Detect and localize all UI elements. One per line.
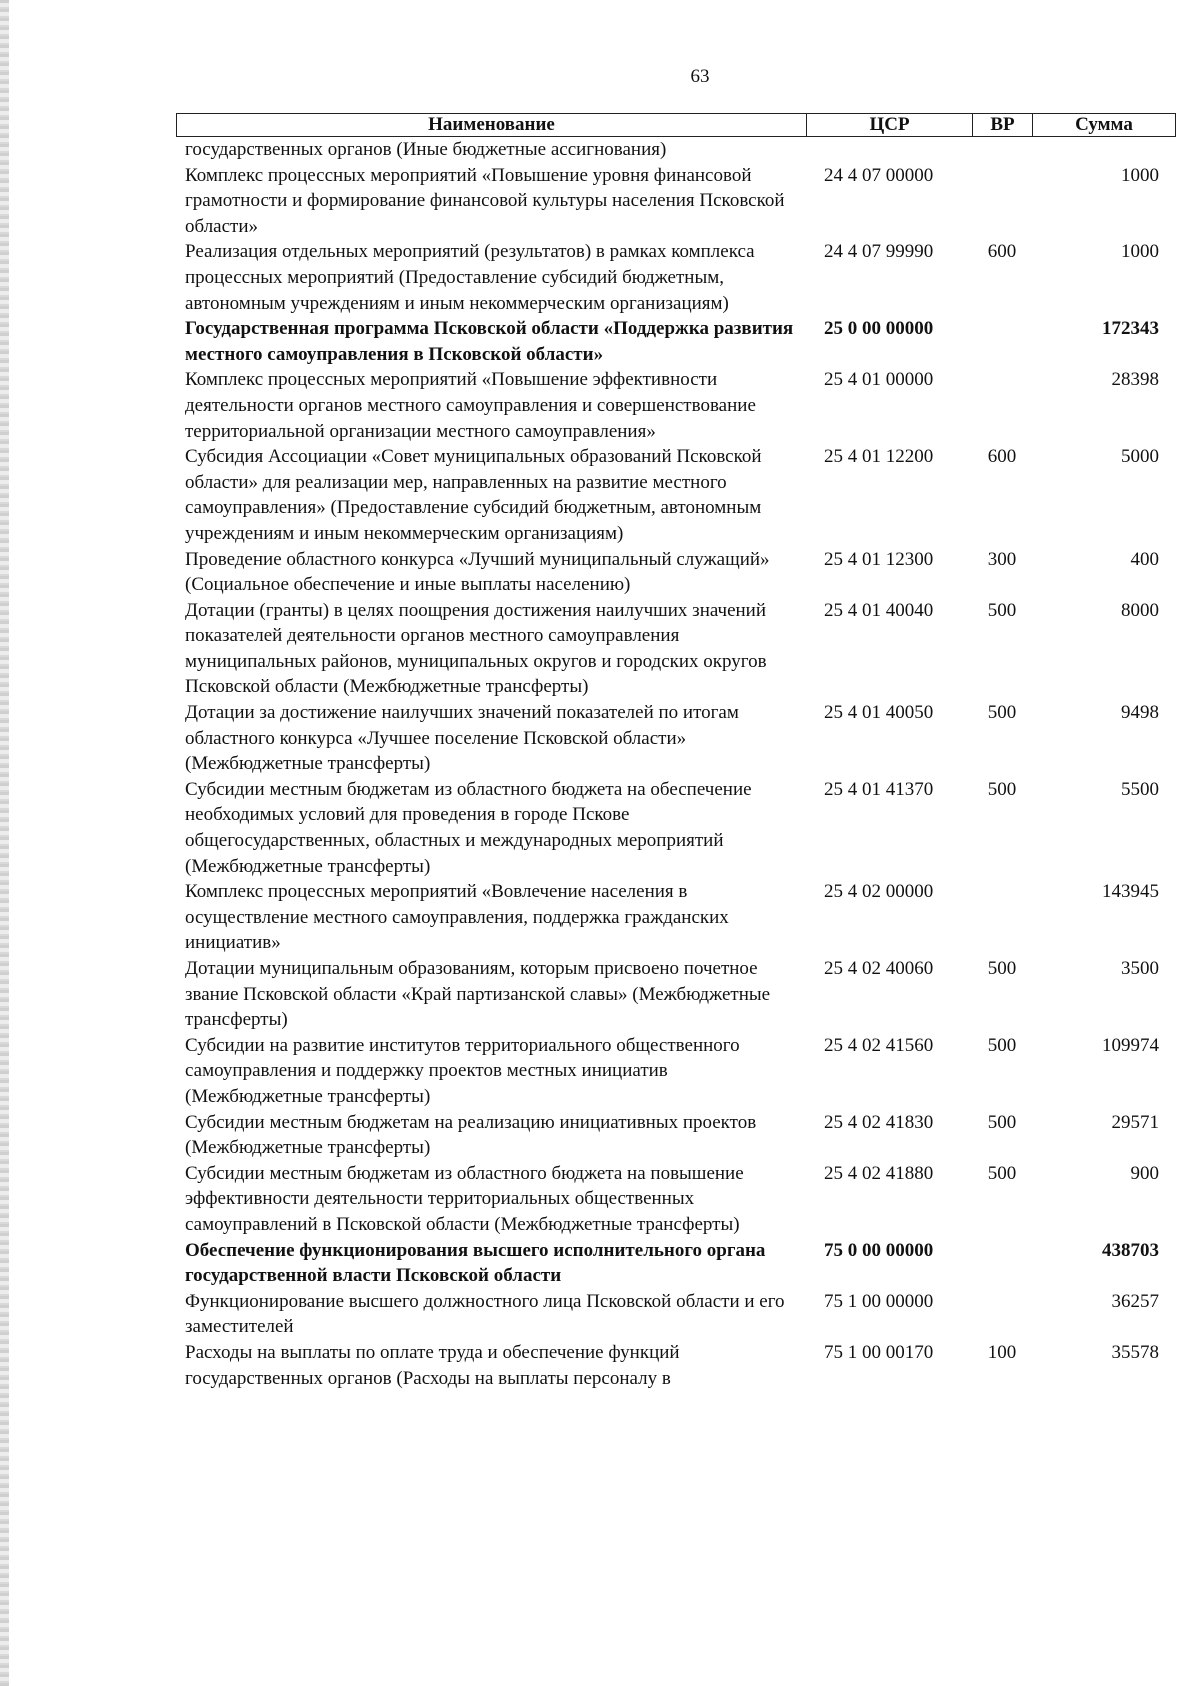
row-sum: 3500	[1121, 958, 1159, 979]
row-vr: 100	[987, 1341, 1017, 1363]
table-row	[176, 316, 1176, 367]
row-csr: 25 4 01 00000	[824, 369, 934, 391]
budget-table	[176, 113, 1176, 1391]
table-row	[176, 1033, 1176, 1110]
row-vr	[972, 879, 1032, 956]
table-row	[176, 598, 1176, 700]
row-name: Обеспечение функционирования высшего исполнительного органа государственной власти Псковской области	[185, 1239, 766, 1287]
table-row	[176, 137, 1176, 163]
row-vr: 500	[987, 778, 1017, 800]
row-csr: 25 4 01 40050	[824, 702, 934, 724]
row-csr: 25 4 01 12200	[824, 446, 934, 468]
table-row	[176, 1289, 1176, 1340]
row-csr: 25 4 02 41830	[824, 1111, 934, 1133]
row-sum: 172343	[1102, 318, 1159, 340]
scan-edge	[0, 0, 9, 1686]
table-row	[176, 1238, 1176, 1289]
row-sum: 28398	[1111, 369, 1159, 391]
row-sum: 1000	[1121, 241, 1159, 263]
row-sum	[1032, 137, 1176, 163]
table-header	[176, 113, 1176, 137]
row-sum: 109974	[1102, 1034, 1159, 1056]
row-sum: 36257	[1111, 1290, 1159, 1312]
row-vr: 500	[987, 1162, 1017, 1184]
row-csr: 25 0 00 00000	[824, 318, 934, 340]
row-name: Расходы на выплаты по оплате труда и обеспечение функций государственных органов (Расходы на выплаты персоналу в	[185, 1341, 680, 1389]
row-name: Субсидия Ассоциации «Совет муниципальных образований Псковской области» для реализации мер, направленных на развитие местного самоуправления» (Предоставление субсидий бюджетным, автономным учреждениям и иным некоммерческим организациям)	[185, 446, 762, 544]
row-sum: 900	[1130, 1162, 1159, 1184]
table-row	[176, 239, 1176, 316]
table-row	[176, 956, 1176, 1033]
row-csr: 75 0 00 00000	[824, 1239, 934, 1261]
row-vr: 500	[987, 702, 1017, 724]
header-csr: ЦСР	[807, 114, 973, 136]
row-vr: 500	[987, 958, 1017, 979]
row-name: Субсидии местным бюджетам из областного бюджета на обеспечение необходимых условий для проведения в городе Пскове общегосударственных, областных и международных мероприятий (Межбюджетные трансферты)	[185, 778, 752, 877]
row-csr: 25 4 02 00000	[824, 881, 934, 903]
row-csr: 75 1 00 00170	[824, 1341, 934, 1363]
header-vr: ВР	[973, 114, 1033, 136]
table-row	[176, 879, 1176, 956]
row-csr: 25 4 01 12300	[824, 548, 934, 570]
table-row	[176, 777, 1176, 879]
row-sum: 29571	[1111, 1111, 1159, 1133]
row-csr: 25 4 02 41560	[824, 1034, 934, 1056]
row-csr: 24 4 07 00000	[824, 164, 934, 186]
row-name: Государственная программа Псковской области «Поддержка развития местного самоуправления в Псковской области»	[185, 318, 794, 365]
row-name: Дотации за достижение наилучших значений показателей по итогам областного конкурса «Лучшее поселение Псковской области» (Межбюджетные трансферты)	[185, 702, 739, 775]
row-sum: 35578	[1111, 1341, 1159, 1363]
header-name: Наименование	[177, 114, 807, 136]
row-sum: 438703	[1102, 1239, 1159, 1261]
row-csr: 25 4 01 40040	[824, 599, 934, 621]
row-vr	[972, 163, 1032, 240]
table-row	[176, 547, 1176, 598]
table-row	[176, 1340, 1176, 1391]
row-name: Функционирование высшего должностного лица Псковской области и его заместителей	[185, 1290, 785, 1338]
row-name: Комплекс процессных мероприятий «Повышение уровня финансовой грамотности и формирование финансовой культуры населения Псковской области»	[185, 164, 785, 237]
row-sum: 400	[1130, 548, 1159, 570]
row-vr	[972, 1238, 1032, 1289]
row-vr	[972, 316, 1032, 367]
row-sum: 9498	[1121, 702, 1159, 724]
row-vr: 500	[987, 1034, 1017, 1056]
page-number: 63	[690, 66, 710, 87]
table-row	[176, 163, 1176, 240]
row-name: Проведение областного конкурса «Лучший муниципальный служащий» (Социальное обеспечение и иные выплаты населению)	[185, 548, 770, 596]
row-csr: 75 1 00 00000	[824, 1290, 934, 1312]
table-row	[176, 444, 1176, 546]
row-name: Реализация отдельных мероприятий (результатов) в рамках комплекса процессных мероприятий (Предоставление субсидий бюджетным, автономным учреждениям и иным некоммерческим организациям)	[185, 241, 755, 314]
row-vr: 300	[987, 548, 1017, 570]
table-body	[176, 137, 1176, 1391]
row-csr	[806, 137, 972, 163]
row-name: Субсидии местным бюджетам из областного бюджета на повышение эффективности деятельности территориальных общественных самоуправлений в Псковской области (Межбюджетные трансферты)	[185, 1162, 744, 1235]
row-csr: 25 4 01 41370	[824, 778, 934, 800]
row-sum: 8000	[1121, 599, 1159, 621]
row-vr	[972, 1289, 1032, 1340]
row-name: Субсидии на развитие институтов территориального общественного самоуправления и поддержку проектов местных инициатив (Межбюджетные трансферты)	[185, 1034, 740, 1107]
row-vr: 600	[987, 446, 1017, 468]
row-vr: 500	[987, 599, 1017, 621]
table-row	[176, 700, 1176, 777]
row-name: Комплекс процессных мероприятий «Повышение эффективности деятельности органов местного самоуправления и совершенствование территориальной организации местного самоуправления»	[185, 369, 756, 442]
row-sum: 5000	[1121, 446, 1159, 468]
table-row	[176, 367, 1176, 444]
row-csr: 25 4 02 41880	[824, 1162, 934, 1184]
row-name: государственных органов (Иные бюджетные ассигнования)	[185, 139, 667, 160]
row-vr	[972, 367, 1032, 444]
row-name: Дотации муниципальным образованиям, которым присвоено почетное звание Псковской области «Край партизанской славы» (Межбюджетные трансферты)	[185, 958, 771, 1031]
table-row	[176, 1110, 1176, 1161]
row-sum: 1000	[1121, 164, 1159, 186]
row-csr: 25 4 02 40060	[824, 958, 934, 979]
row-vr: 600	[987, 241, 1017, 263]
row-name: Комплекс процессных мероприятий «Вовлечение населения в осуществление местного самоуправления, поддержка гражданских инициатив»	[185, 881, 729, 954]
table-row	[176, 1161, 1176, 1238]
row-csr: 24 4 07 99990	[824, 241, 934, 263]
row-name: Субсидии местным бюджетам на реализацию инициативных проектов (Межбюджетные трансферты)	[185, 1111, 757, 1159]
row-vr: 500	[987, 1111, 1017, 1133]
row-vr	[972, 137, 1032, 163]
header-sum: Сумма	[1075, 114, 1133, 135]
row-name: Дотации (гранты) в целях поощрения достижения наилучших значений показателей деятельности органов местного самоуправления муниципальных районов, муниципальных округов и городских округов Псковской области (Межбюджетные трансферты)	[185, 599, 767, 698]
row-sum: 143945	[1102, 881, 1159, 903]
row-sum: 5500	[1121, 778, 1159, 800]
